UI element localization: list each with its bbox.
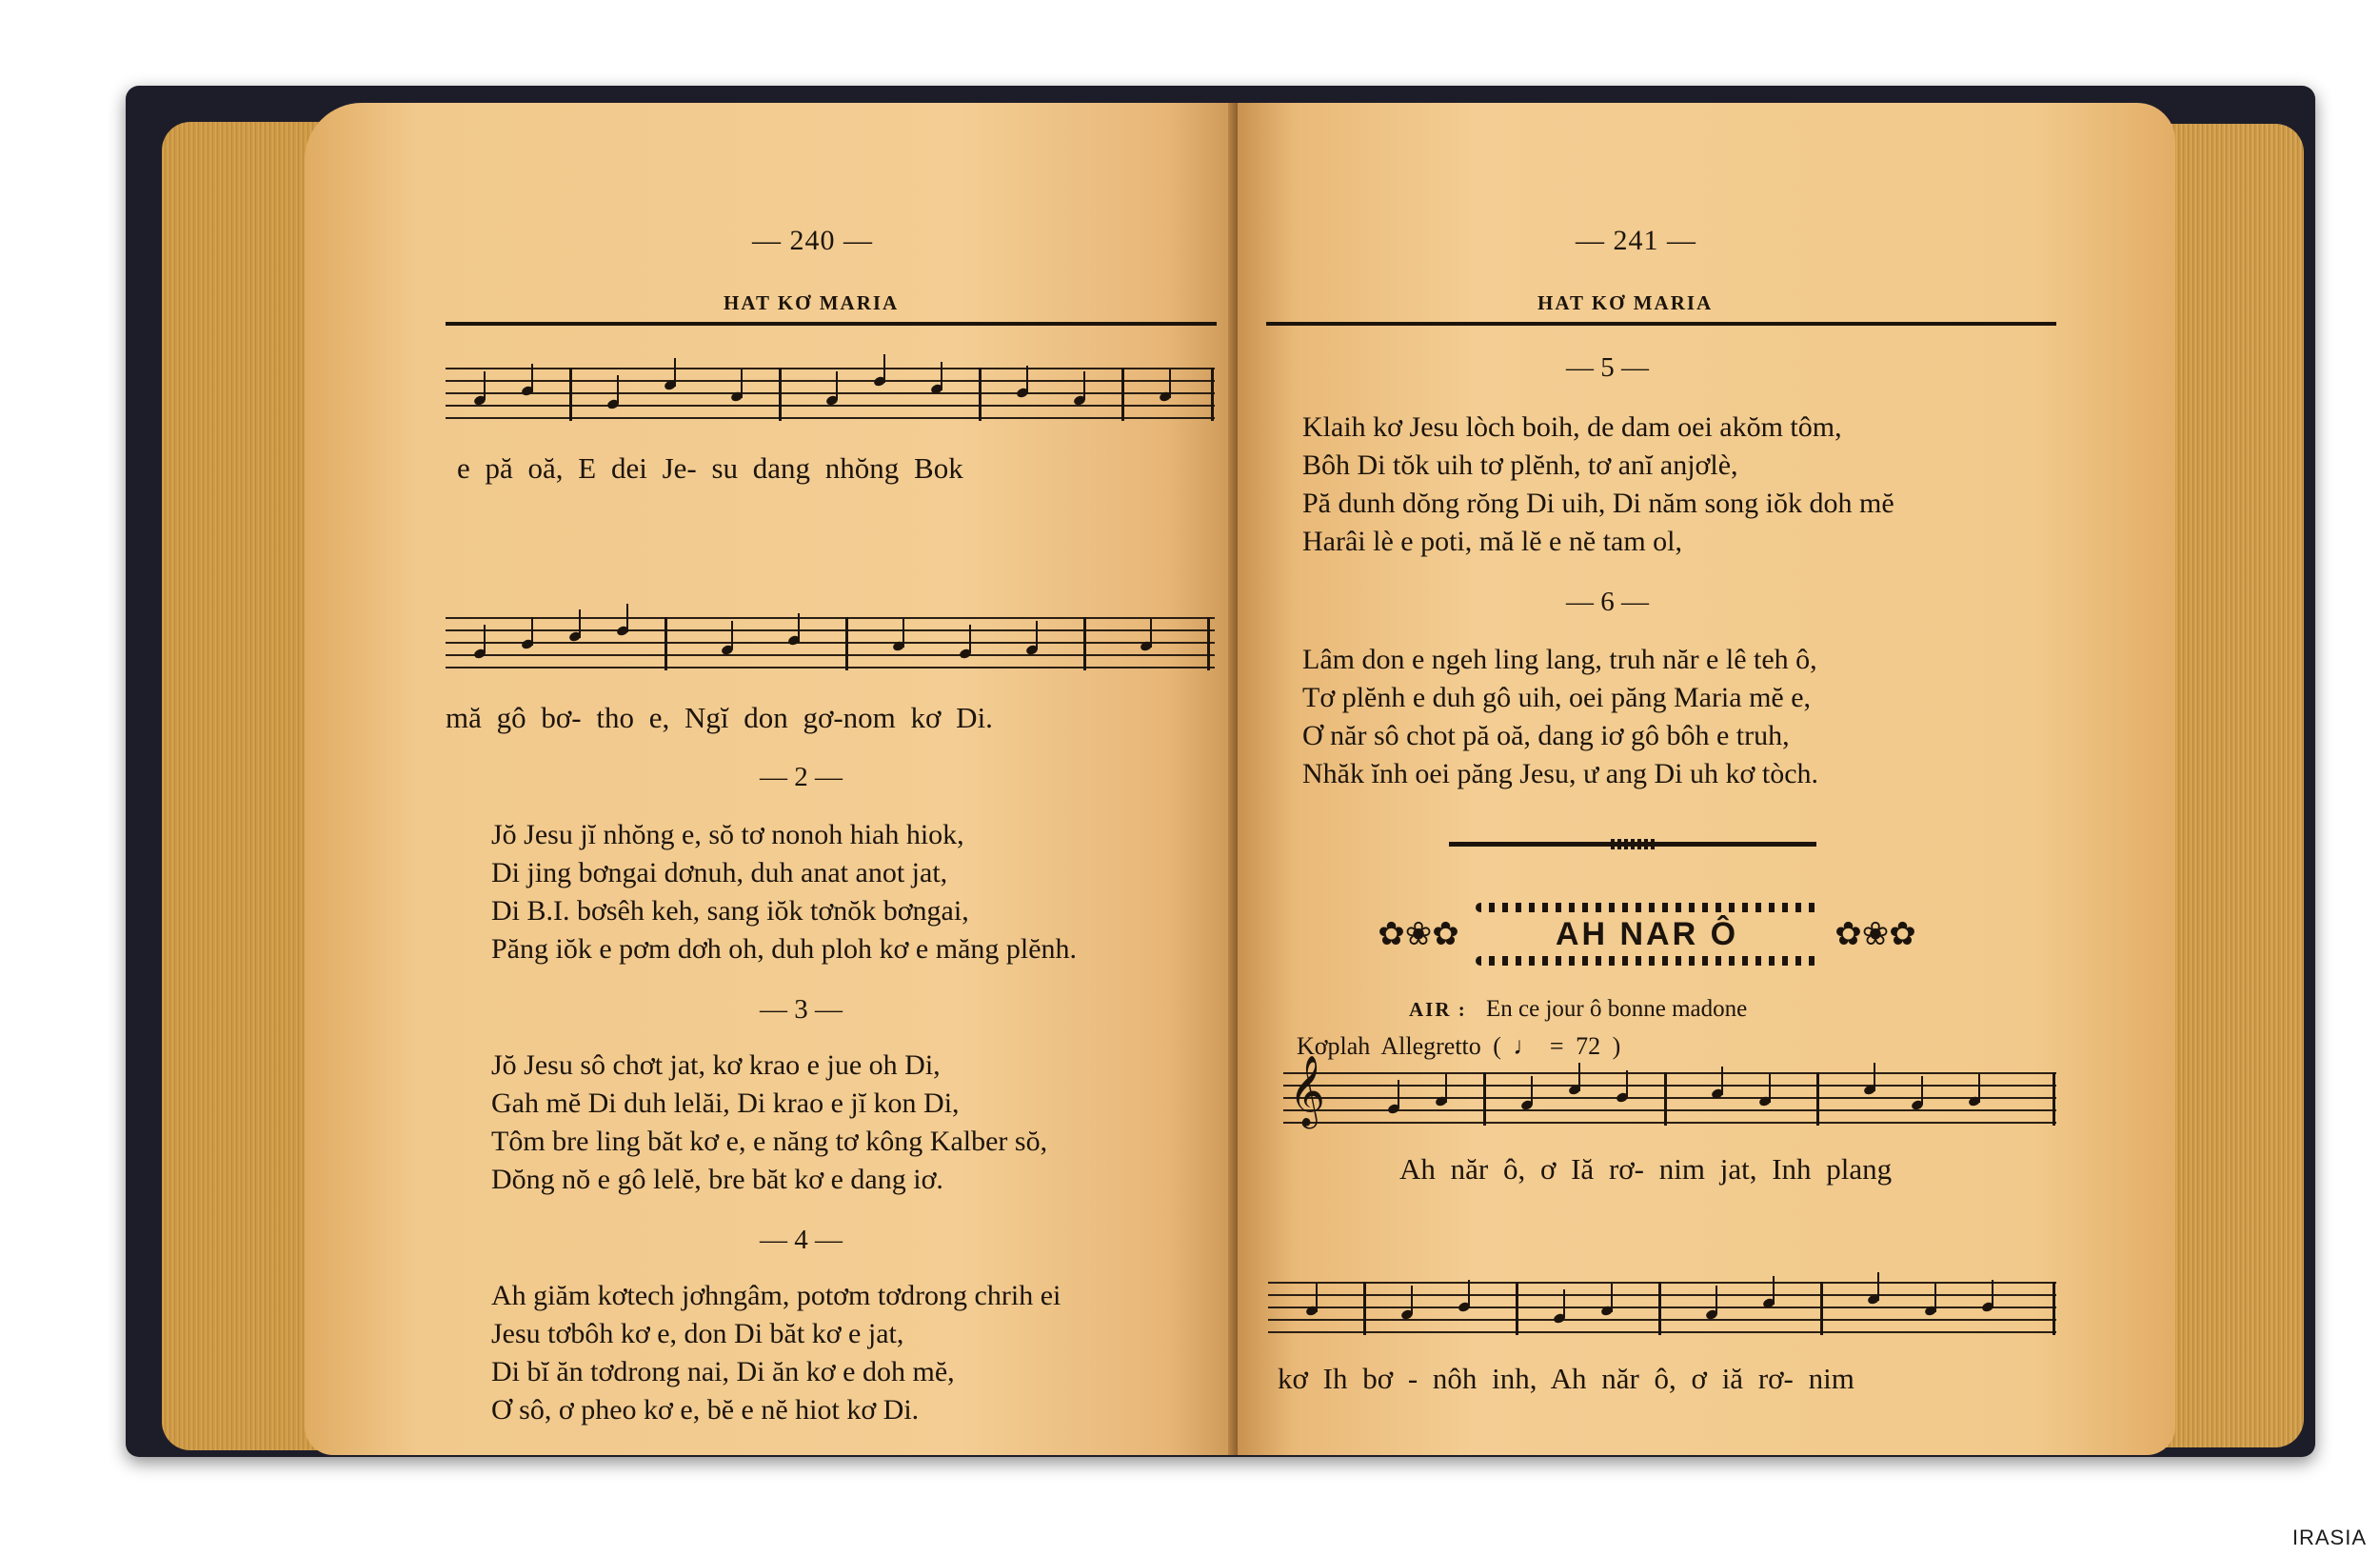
running-head: HAT KƠ MARIA	[1537, 291, 1714, 314]
music-staff	[1283, 1057, 2056, 1126]
page-number: — 240 —	[752, 225, 873, 256]
flower-icon: ✿❀✿	[1378, 917, 1459, 952]
verse-line: Ơ sô, ơ pheo kơ e, bĕ e nĕ hiot kơ Di.	[491, 1394, 920, 1426]
watermark: IRASIA	[2291, 1526, 2367, 1549]
tempo-marking: Kơplah Allegretto ( ♩ = 72 )	[1297, 1032, 1621, 1060]
verse-line: Di jing bơngai dơnuh, duh anat anot jat,	[491, 857, 948, 888]
verse-line: Dŏng nŏ e gô lelĕ, bre băt kơ e dang iơ.	[491, 1164, 943, 1195]
verse-line: Jesu tơbôh kơ e, don Di băt kơ e jat,	[491, 1318, 904, 1349]
verse-number: — 5 —	[1566, 352, 1649, 383]
verse-number: — 4 —	[760, 1225, 843, 1255]
verse-line: Nhăk ĭnh oei păng Jesu, ư ang Di uh kơ tòch.	[1302, 758, 1819, 789]
section-separator	[1449, 842, 1816, 847]
verse-line: Gah mĕ Di duh lelăi, Di krao e jĭ kon Di,	[491, 1087, 960, 1119]
header-rule	[1266, 322, 2056, 326]
music-lyric-line: Ah năr ô, ơ Iă rơ- nim jat, Inh plang	[1399, 1152, 1893, 1186]
verse-line: Di bĭ ăn tơdrong nai, Di ăn kơ e doh mĕ,	[491, 1356, 955, 1387]
page-number: — 241 —	[1576, 225, 1696, 256]
verse-line: Klaih kơ Jesu lòch boih, de dam oei akŏm tôm,	[1302, 411, 1842, 443]
verse-line: Jŏ Jesu jĭ nhŏng e, sŏ tơ nonoh hiah hiok,	[491, 819, 964, 850]
ornament-band	[1476, 956, 1818, 966]
verse-number: — 3 —	[760, 994, 843, 1025]
verse-line: Ơ năr sô chot pă oă, dang iơ gô bôh e truh,	[1302, 720, 1790, 751]
running-head: HAT KƠ MARIA	[724, 291, 900, 314]
verse-number: — 6 —	[1566, 587, 1649, 617]
music-staff	[446, 368, 1215, 421]
air-line	[1409, 996, 1747, 1023]
left-page	[305, 103, 1242, 1455]
music-lyric-line: e pă oă, E dei Je- su dang nhŏng Bok	[457, 451, 963, 485]
music-staff	[446, 617, 1215, 670]
music-lyric-line: kơ Ih bơ - nôh inh, Ah năr ô, ơ iă rơ- nim	[1278, 1362, 1854, 1395]
verse-line: Di B.I. bơsêh keh, sang iŏk tơnŏk bơngai,	[491, 895, 969, 927]
verse-line: Ah giăm kơtech jơhngâm, potơm tơdrong chrih ei	[491, 1280, 1061, 1311]
page-edges-right	[2161, 124, 2304, 1447]
header-rule	[446, 322, 1217, 326]
verse-line: Tơ plĕnh e duh gô uih, oei păng Maria mĕ e,	[1302, 682, 1812, 713]
air-text: En ce jour ô bonne madone	[1486, 996, 1748, 1022]
flower-icon: ✿❀✿	[1835, 917, 1916, 952]
verse-line: Jŏ Jesu sô chơt jat, kơ krao e jue oh Di,	[491, 1049, 941, 1081]
music-staff	[1268, 1282, 2056, 1335]
verse-line: Lâm don e ngeh ling lang, truh năr e lê teh ô,	[1302, 644, 1817, 675]
verse-line: Pă dunh dŏng rŏng Di uih, Di năm song iŏk doh mĕ	[1302, 488, 1894, 519]
song-title: AH NAR Ô	[1555, 915, 1739, 952]
right-page	[1238, 103, 2175, 1455]
song-title-ornament	[1361, 891, 1933, 977]
air-label: AIR :	[1409, 998, 1467, 1021]
music-lyric-line: mă gô bơ- tho e, Ngĭ don gơ-nom kơ Di.	[446, 701, 993, 734]
verse-line: Păng iŏk e pơm dơh oh, duh ploh kơ e măng plĕnh.	[491, 933, 1078, 965]
verse-line: Bôh Di tŏk uih tơ plĕnh, tơ anĭ anjơlè,	[1302, 449, 1738, 481]
ornament-band	[1476, 903, 1818, 912]
verse-line: Tôm bre ling băt kơ e, e năng tơ kông Kalber sŏ,	[491, 1126, 1048, 1157]
treble-clef-icon: 𝄞	[1289, 1057, 1325, 1125]
verse-line: Harâi lè e poti, mă lĕ e nĕ tam ol,	[1302, 526, 1683, 557]
verse-number: — 2 —	[760, 762, 843, 792]
